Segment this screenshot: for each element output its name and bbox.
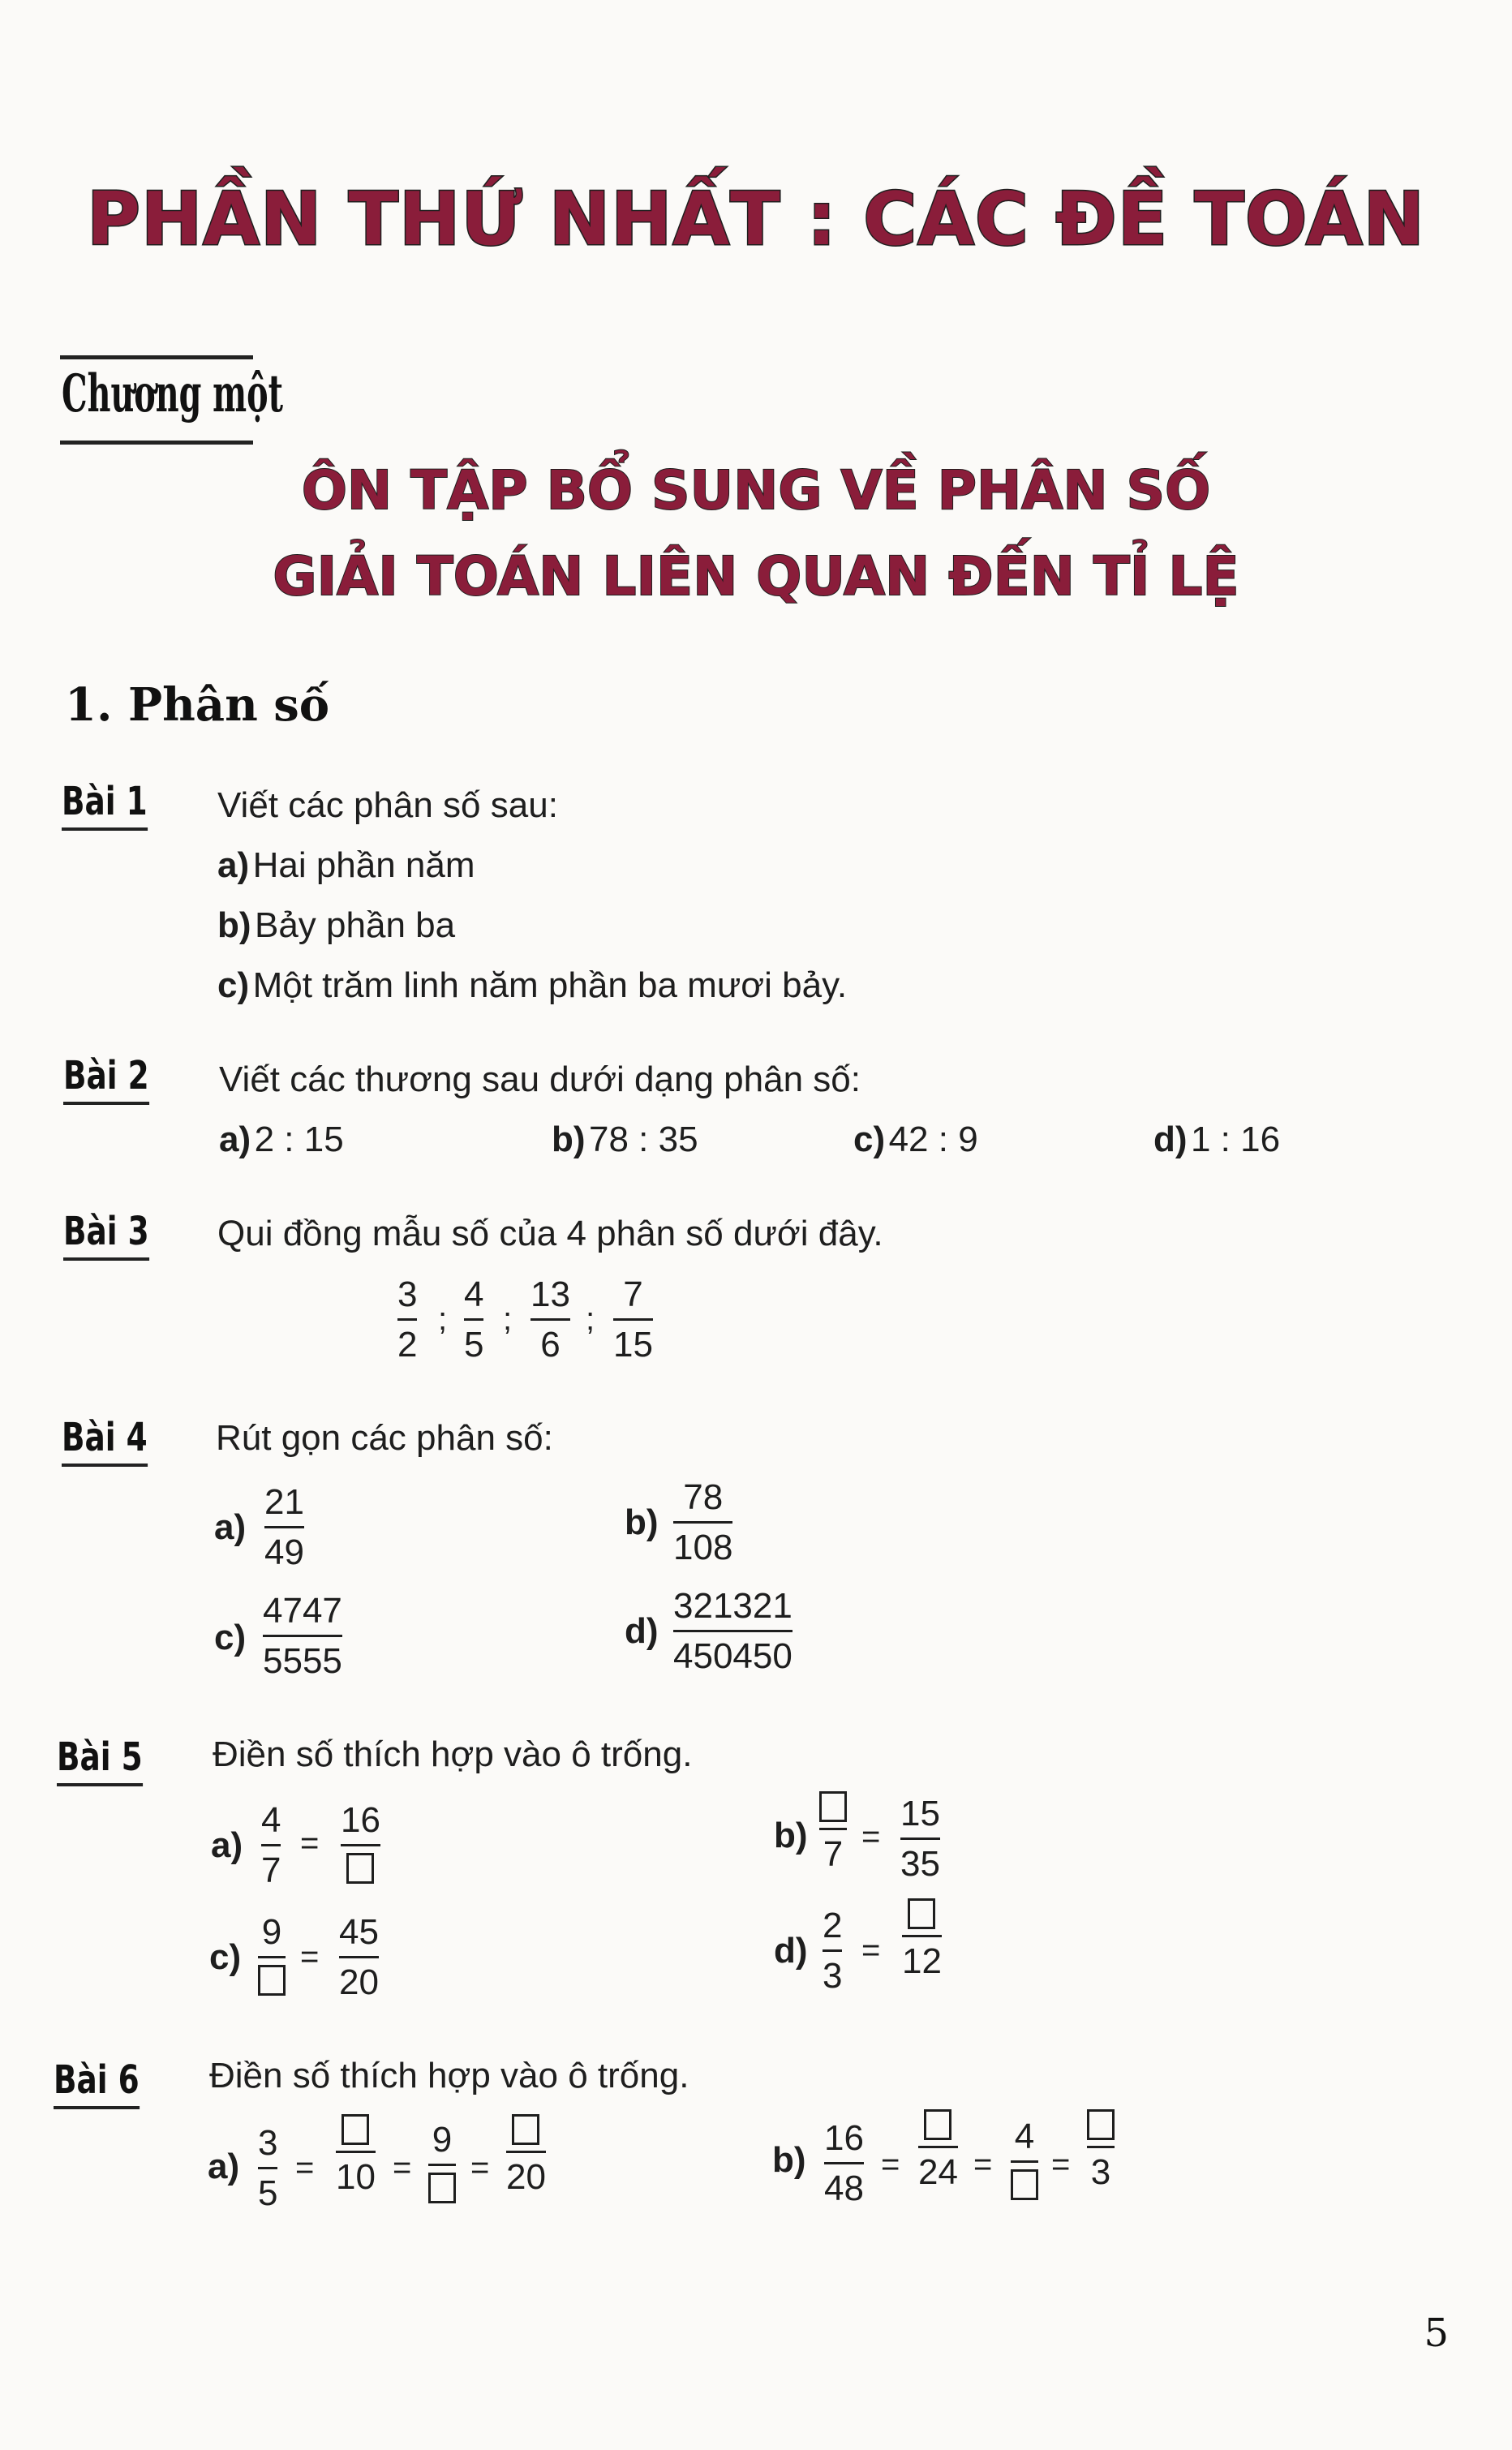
exercise-5-prompt: Điền số thích hợp vào ô trống. <box>213 1734 693 1774</box>
numerator: 45 <box>339 1912 379 1952</box>
exercise-5-label: Bài 5 <box>57 1734 143 1786</box>
numerator: 21 <box>264 1482 304 1522</box>
numerator: 16 <box>341 1800 380 1840</box>
section-title: 1. Phân số <box>65 678 330 732</box>
denominator: 3 <box>823 1956 843 1996</box>
item-label: b) <box>774 1816 808 1855</box>
exercise-3-label: Bài 3 <box>63 1209 149 1261</box>
item-text: Hai phần năm <box>252 845 475 885</box>
numerator: 321321 <box>673 1586 793 1626</box>
item-label: b) <box>217 905 251 945</box>
numerator: 3 <box>258 2123 278 2163</box>
equals-sign: = <box>881 2147 900 2182</box>
numerator: 7 <box>623 1274 643 1314</box>
numerator: 4 <box>464 1274 484 1314</box>
equals-sign: = <box>861 1932 881 1968</box>
equals-sign: = <box>470 2150 490 2186</box>
item-label: c) <box>209 1937 242 1977</box>
item-label: d) <box>625 1611 659 1651</box>
item-label: a) <box>217 845 250 885</box>
fraction <box>824 2118 864 2208</box>
denominator: 20 <box>339 1962 379 2002</box>
denominator: 7 <box>261 1850 281 1890</box>
exercise-2-label: Bài 2 <box>63 1053 149 1105</box>
item-label: a) <box>214 1507 247 1547</box>
exercise-2-prompt: Viết các thương sau dưới dạng phân số: <box>219 1060 861 1099</box>
exercise-2-item-a <box>219 1120 344 1160</box>
main-title: PHẦN THỨ NHẤT : CÁC ĐỀ TOÁN <box>87 177 1425 262</box>
fraction <box>397 1274 418 1365</box>
separator: ; <box>503 1301 513 1337</box>
equals-sign: = <box>393 2150 412 2186</box>
fraction <box>464 1274 484 1365</box>
denominator: 450450 <box>673 1636 793 1676</box>
blank-box[interactable] <box>341 2114 369 2145</box>
fraction <box>902 1898 942 1979</box>
exercise-2-item-c <box>853 1120 978 1160</box>
blank-box[interactable] <box>1011 2169 1038 2200</box>
exercise-1-label: Bài 1 <box>62 779 148 831</box>
item-text: 2 : 15 <box>254 1120 344 1159</box>
fraction <box>261 1800 281 1890</box>
item-label: c) <box>214 1618 247 1657</box>
denominator: 2 <box>397 1325 418 1365</box>
fraction <box>258 2125 277 2211</box>
item-label: b) <box>772 2140 806 2180</box>
separator: ; <box>586 1301 595 1337</box>
item-label: d) <box>1153 1120 1188 1159</box>
numerator: 9 <box>432 2120 453 2160</box>
equals-sign: = <box>300 1939 320 1975</box>
item-label: b) <box>552 1120 586 1159</box>
page-number: 5 <box>1424 2310 1449 2356</box>
exercise-6-prompt: Điền số thích hợp vào ô trống. <box>209 2056 689 2095</box>
exercise-2-item-b <box>552 1120 698 1160</box>
equals-sign: = <box>973 2147 993 2182</box>
chapter-title-line1: ÔN TẬP BỔ SUNG VỀ PHÂN SỐ <box>301 459 1211 522</box>
item-text: 1 : 16 <box>1190 1120 1281 1159</box>
denominator: 35 <box>900 1844 940 1884</box>
item-label: a) <box>219 1120 251 1159</box>
denominator: 5 <box>464 1325 484 1365</box>
blank-box[interactable] <box>924 2109 951 2140</box>
exercise-3-prompt: Qui đồng mẫu số của 4 phân số dưới đây. <box>217 1214 883 1253</box>
denominator: 24 <box>918 2152 958 2192</box>
denominator: 48 <box>824 2168 864 2208</box>
exercise-1-item-c <box>217 965 847 1006</box>
item-text: 78 : 35 <box>588 1120 698 1159</box>
numerator: 13 <box>530 1274 570 1314</box>
fraction <box>673 1588 793 1674</box>
denominator: 6 <box>540 1325 561 1365</box>
fraction <box>918 2109 958 2190</box>
fraction <box>428 2122 456 2203</box>
fraction <box>823 1908 842 1994</box>
numerator: 15 <box>900 1794 940 1833</box>
denominator: 108 <box>673 1528 733 1567</box>
item-label: c) <box>217 965 250 1005</box>
denominator: 3 <box>1090 2152 1111 2192</box>
exercise-6-label: Bài 6 <box>54 2057 140 2109</box>
denominator: 15 <box>613 1325 653 1365</box>
numerator: 2 <box>823 1906 843 1945</box>
item-text: Một trăm linh năm phần ba mươi bảy. <box>252 965 848 1005</box>
equals-sign: = <box>1051 2147 1071 2182</box>
fraction <box>339 1912 379 2002</box>
fraction <box>1011 2119 1038 2200</box>
fraction <box>819 1791 847 1872</box>
denominator: 7 <box>823 1834 844 1874</box>
denominator: 12 <box>902 1941 942 1981</box>
exercise-4-label: Bài 4 <box>62 1415 148 1467</box>
fraction <box>506 2114 546 2195</box>
denominator: 49 <box>264 1532 304 1572</box>
denominator: 5 <box>258 2173 278 2213</box>
fraction <box>900 1796 940 1882</box>
blank-box[interactable] <box>346 1853 374 1884</box>
blank-box[interactable] <box>512 2114 539 2145</box>
chapter-label: Chương một <box>62 363 283 424</box>
exercise-1-item-b <box>217 905 455 946</box>
blank-box[interactable] <box>428 2173 456 2203</box>
equals-sign: = <box>300 1825 320 1861</box>
numerator: 9 <box>261 1912 282 1952</box>
item-label: c) <box>853 1120 886 1159</box>
fraction <box>336 2114 376 2195</box>
item-label: a) <box>208 2147 240 2186</box>
fraction <box>613 1274 653 1365</box>
fraction <box>258 1912 286 1996</box>
blank-box[interactable] <box>908 1898 935 1929</box>
separator: ; <box>438 1301 448 1337</box>
denominator: 5555 <box>263 1641 342 1681</box>
equals-sign: = <box>295 2150 315 2186</box>
fraction <box>530 1274 570 1365</box>
item-text: Bảy phần ba <box>254 905 456 945</box>
equals-sign: = <box>861 1819 881 1855</box>
fraction <box>263 1593 342 1679</box>
fraction <box>673 1477 733 1567</box>
numerator: 4747 <box>263 1591 342 1631</box>
exercise-1-prompt: Viết các phân số sau: <box>217 785 558 825</box>
numerator: 78 <box>683 1477 724 1517</box>
item-label: d) <box>774 1931 808 1971</box>
numerator: 3 <box>397 1274 418 1314</box>
numerator: 4 <box>261 1800 281 1840</box>
blank-box[interactable] <box>819 1791 847 1822</box>
numerator: 16 <box>824 2118 864 2158</box>
fraction <box>264 1482 304 1572</box>
fraction <box>1087 2109 1115 2190</box>
fraction <box>341 1800 380 1884</box>
exercise-2-item-d <box>1153 1120 1280 1160</box>
exercise-4-prompt: Rút gọn các phân số: <box>216 1418 553 1458</box>
chapter-title-line2: GIẢI TOÁN LIÊN QUAN ĐẾN TỈ LỆ <box>273 545 1239 608</box>
exercise-1-item-a <box>217 845 475 886</box>
blank-box[interactable] <box>1087 2109 1115 2140</box>
item-label: a) <box>211 1825 243 1865</box>
item-label: b) <box>625 1502 659 1542</box>
denominator: 20 <box>506 2157 546 2197</box>
denominator: 10 <box>336 2157 376 2197</box>
item-text: 42 : 9 <box>888 1120 978 1159</box>
numerator: 4 <box>1014 2117 1035 2156</box>
blank-box[interactable] <box>258 1965 286 1996</box>
